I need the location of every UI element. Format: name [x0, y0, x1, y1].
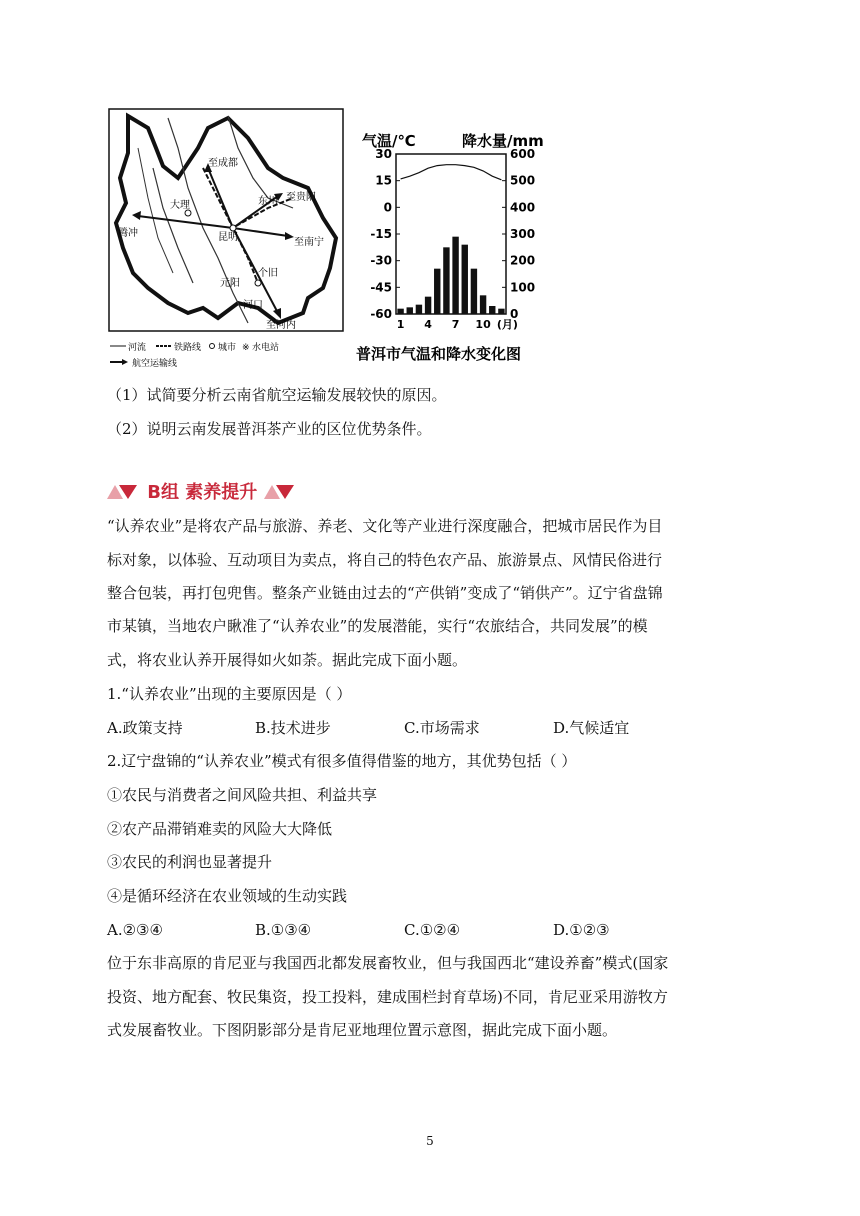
q1-option-b[interactable]: B.技术进步 — [255, 719, 331, 737]
map-label-dongchuan: 东川 — [258, 196, 278, 207]
q2-option-c[interactable]: C.①②④ — [404, 921, 461, 939]
passage1-line-3: 整合包装，再打包兜售。整条产业链由过去的“产供销”变成了“销供产”。辽宁省盘锦 — [107, 584, 663, 602]
passage2-line-2: 投资、地方配套、牧民集资，投工投料，建成围栏封育草场)不同，肯尼亚采用游牧方 — [107, 988, 668, 1006]
x-axis-label: (月) — [496, 318, 518, 331]
x-tick-label: 4 — [424, 318, 432, 331]
map-label-nanning: 至南宁 — [294, 237, 324, 248]
precip-bar — [489, 306, 495, 314]
y-left-tick-label: 30 — [375, 147, 392, 161]
y-left-tick-label: -45 — [370, 280, 392, 295]
map-label-chengdu: 至成都 — [208, 158, 238, 169]
q2-item-2: ②农产品滞销难卖的风险大大降低 — [107, 820, 333, 838]
y-right-tick-label: 600 — [510, 147, 536, 161]
temperature-line — [401, 165, 502, 180]
q1-option-a[interactable]: A.政策支持 — [107, 719, 183, 737]
map-label-hekou: 河口 — [243, 300, 263, 311]
precip-bar — [425, 297, 431, 314]
legend-hydro: 水电站 — [252, 343, 280, 353]
precip-bar — [498, 309, 504, 314]
precip-bar — [452, 237, 458, 314]
y-right-tick-label: 400 — [510, 200, 536, 215]
yunnan-map — [108, 108, 344, 368]
y-right-tick-label: 500 — [510, 173, 536, 188]
q2-item-1: ①农民与消费者之间风险共担、利益共享 — [107, 786, 378, 804]
map-label-dali: 大理 — [170, 200, 190, 211]
y-left-tick-label: -30 — [370, 253, 392, 268]
y-right-tick-label: 100 — [510, 280, 536, 295]
map-label-hanoi: 至河内 — [266, 320, 296, 331]
section-title: B组 素养提升 — [147, 482, 258, 503]
precip-bar — [480, 295, 486, 314]
q2-option-d[interactable]: D.①②③ — [553, 921, 610, 939]
y-right-tick-label: 200 — [510, 253, 536, 268]
q2-option-b[interactable]: B.①③④ — [255, 921, 312, 939]
q1-option-c[interactable]: C.市场需求 — [404, 719, 480, 737]
question-2: （2）说明云南发展普洱茶产业的区位优势条件。 — [107, 420, 432, 438]
map-label-gejiu: 个旧 — [258, 268, 278, 279]
precip-bar — [397, 309, 403, 314]
triangle-decoration-icon — [264, 482, 298, 500]
y-right-tick-label: 0 — [510, 307, 519, 321]
page-number: 5 — [426, 1134, 434, 1148]
chart-ylabel-left: 气温/℃ — [362, 132, 416, 150]
chart-ylabel-right: 降水量/mm — [462, 132, 544, 150]
chart-title: 普洱市气温和降水变化图 — [356, 345, 522, 363]
q2-option-a[interactable]: A.②③④ — [107, 921, 163, 939]
map-label-yuanyang: 元阳 — [220, 278, 240, 289]
legend-hydro-icon: ※ — [242, 343, 250, 353]
x-tick-label: 7 — [451, 318, 460, 331]
precip-bar — [416, 305, 422, 314]
legend-railway: 铁路线 — [174, 343, 202, 353]
y-left-tick-label: 0 — [383, 200, 392, 215]
y-left-tick-label: -15 — [370, 227, 392, 241]
map-label-tengchong: 腾冲 — [118, 228, 138, 239]
section-heading — [107, 478, 298, 504]
plot-frame — [396, 154, 506, 314]
map-label-guiyang: 至贵阳 — [286, 192, 316, 203]
x-tick-label: 10 — [475, 318, 491, 331]
map-label-kunming: 昆明 — [218, 232, 238, 243]
passage1-line-1: “认养农业”是将农产品与旅游、养老、文化等产业进行深度融合，把城市居民作为目 — [107, 517, 663, 535]
q2-stem: 2.辽宁盘锦的“认养农业”模式有很多值得借鉴的地方，其优势包括（ ） — [107, 752, 577, 770]
question-1: （1）试简要分析云南省航空运输发展较快的原因。 — [107, 386, 447, 404]
passage1-line-2: 标对象，以体验、互动项目为卖点，将自己的特色农产品、旅游景点、风情民俗进行 — [107, 551, 663, 569]
y-left-tick-label: 15 — [375, 173, 392, 188]
q1-option-d[interactable]: D.气候适宜 — [553, 719, 630, 737]
y-left-tick-label: -60 — [370, 307, 392, 321]
precip-bar — [434, 269, 440, 314]
precip-bar — [462, 245, 468, 314]
precip-bar — [407, 307, 413, 314]
legend-city: 城市 — [218, 343, 237, 353]
q2-item-4: ④是循环经济在农业领域的生动实践 — [107, 887, 348, 905]
passage1-line-5: 式，将农业认养开展得如火如荼。据此完成下面小题。 — [107, 651, 468, 669]
legend-air-route: 航空运输线 — [132, 359, 178, 368]
y-right-tick-label: 300 — [510, 227, 536, 241]
legend-river: 河流 — [128, 343, 147, 353]
x-tick-label: 1 — [396, 318, 405, 331]
triangle-decoration-icon — [107, 482, 141, 500]
passage1-line-4: 市某镇，当地农户瞅准了“认养农业”的发展潜能，实行“农旅结合，共同发展”的模 — [107, 617, 648, 635]
passage2-line-3: 式发展畜牧业。下图阴影部分是肯尼亚地理位置示意图，据此完成下面小题。 — [107, 1021, 618, 1039]
q2-item-3: ③农民的利润也显著提升 — [107, 853, 273, 871]
climate-chart — [356, 124, 590, 366]
precip-bar — [471, 269, 477, 314]
precip-bar — [443, 247, 449, 314]
q1-stem: 1.“认养农业”出现的主要原因是（ ） — [107, 685, 352, 703]
passage2-line-1: 位于东非高原的肯尼亚与我国西北都发展畜牧业，但与我国西北“建设养畜”模式(国家 — [107, 954, 669, 972]
